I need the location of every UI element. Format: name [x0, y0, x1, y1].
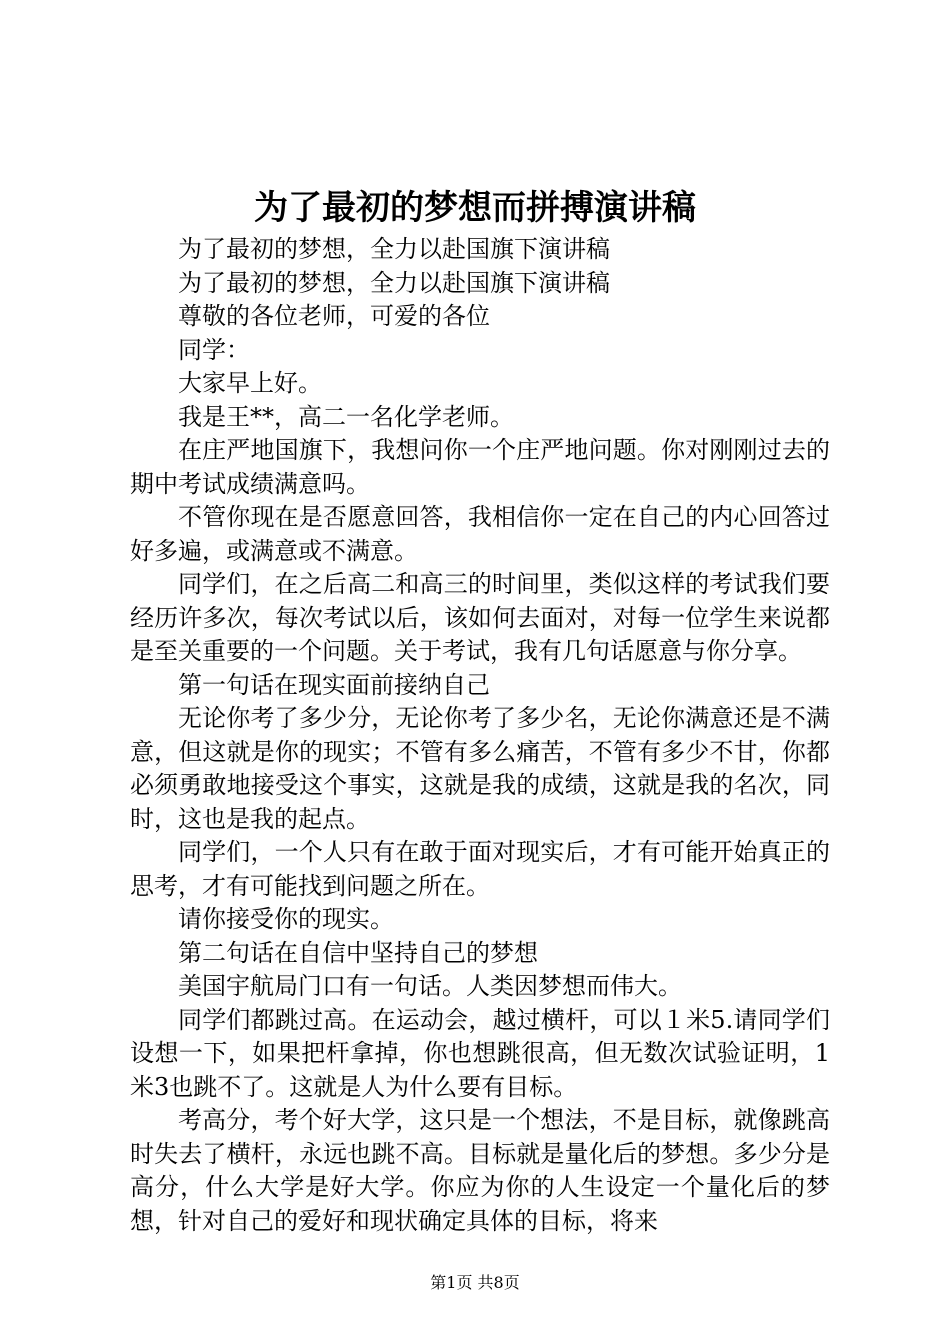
paragraph: 同学们，一个人只有在敢于面对现实后，才有可能开始真正的思考，才有可能找到问题之所在。 [130, 838, 830, 900]
document-title: 为了最初的梦想而拼搏演讲稿 [254, 188, 696, 228]
paragraph: 考高分，考个好大学，这只是一个想法，不是目标，就像跳高时失去了横杆，永远也跳不高。目标就是量化后的梦想。多少分是高分，什么大学是好大学。你应为你的人生设定一个量化后的梦想，针对自己的爱好和现状确定具体的目标，将来 [130, 1106, 830, 1235]
paragraph: 我是王**，高二一名化学老师。 [178, 402, 514, 431]
page-footer: 第1页 共8页 [430, 1273, 520, 1292]
section-heading: 第二句话在自信中坚持自己的梦想 [178, 938, 538, 967]
paragraph: 美国宇航局门口有一句话。人类因梦想而伟大。 [178, 972, 682, 1000]
paragraph: 请你接受你的现实。 [178, 905, 394, 933]
paragraph: 不管你现在是否愿意回答，我相信你一定在自己的内心回答过好多遍，或满意或不满意。 [130, 503, 830, 565]
paragraph: 为了最初的梦想，全力以赴国旗下演讲稿 [178, 235, 610, 263]
paragraph: 同学们，在之后高二和高三的时间里，类似这样的考试我们要经历许多次，每次考试以后，该如何去面对，对每一位学生来说都是至关重要的一个问题。关于考试，我有几句话愿意与你分享。 [130, 570, 830, 665]
section-heading: 第一句话在现实面前接纳自己 [178, 670, 490, 699]
paragraph: 在庄严地国旗下，我想问你一个庄严地问题。你对刚刚过去的期中考试成绩满意吗。 [130, 436, 830, 498]
paragraph: 无论你考了多少分，无论你考了多少名，无论你满意还是不满意，但这就是你的现实；不管有多么痛苦，不管有多少不甘，你都必须勇敢地接受这个事实，这就是我的成绩，这就是我的名次，同时，这也是我的起点。 [130, 704, 830, 833]
document-body [130, 233, 830, 1238]
paragraph: 大家早上好。 [178, 369, 322, 397]
paragraph: 尊敬的各位老师，可爱的各位 [178, 302, 490, 330]
paragraph: 同学们都跳过高。在运动会，越过横杆，可以１米5.请同学们设想一下，如果把杆拿掉，你也想跳很高，但无数次试验证明，1米3也跳不了。这就是人为什么要有目标。 [130, 1005, 830, 1101]
paragraph: 同学： [178, 335, 250, 364]
paragraph: 为了最初的梦想，全力以赴国旗下演讲稿 [178, 268, 610, 297]
